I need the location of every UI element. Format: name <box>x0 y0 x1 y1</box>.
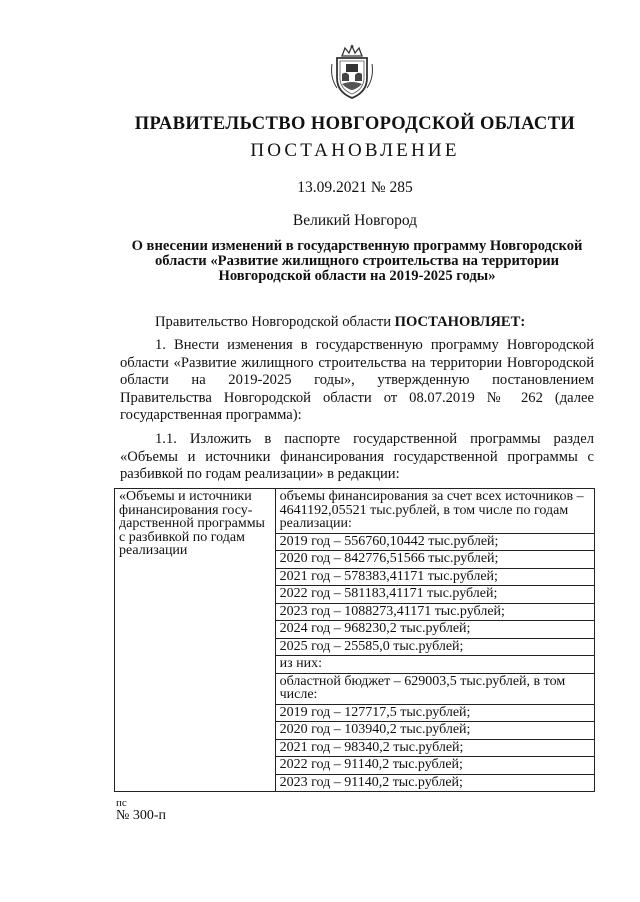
table-cell: 2019 год – 127717,5 тыс.рублей; <box>275 704 594 722</box>
intro-text: Правительство Новгородской области <box>155 314 395 330</box>
table-cell: 2021 год – 98340,2 тыс.рублей; <box>275 739 594 757</box>
paragraph-1-1: 1.1. Изложить в паспорте государственной программы раздел «Объемы и источники финансирования государственной программы с разбивкой по годам реализации» в редакции: <box>120 431 594 483</box>
document-type: ПОСТАНОВЛЕНИЕ <box>250 140 460 161</box>
table-cell: 2022 год – 91140,2 тыс.рублей; <box>275 757 594 775</box>
table-cell: 2019 год – 556760,10442 тыс.рублей; <box>275 533 594 551</box>
table-cell: 2020 год – 103940,2 тыс.рублей; <box>275 722 594 740</box>
paragraph-1: 1. Внести изменения в государственную программу Новгородской области «Развитие жилищного строительства на территории Новгородской области на 2019-2025 годы», утвержденную постановлением Правительства Новгородской области от 08.07.2019 № 262 (далее государственная программа): <box>120 337 594 424</box>
table-cell: 2020 год – 842776,51566 тыс.рублей; <box>275 551 594 569</box>
city-name: Великий Новгород <box>292 212 418 229</box>
table-cell: 2021 год – 578383,41171 тыс.рублей; <box>275 568 594 586</box>
intro-resolves: ПОСТАНОВЛЯЕТ: <box>394 314 526 330</box>
document-heading: О внесении изменений в государственную программу Новгородской области «Развитие жилищного строительства на территории Новгородской области на 2019-2025 годы» <box>131 238 583 284</box>
government-title: ПРАВИТЕЛЬСТВО НОВГОРОДСКОЙ ОБЛАСТИ <box>134 114 576 134</box>
date-and-number: 13.09.2021 № 285 <box>297 179 413 196</box>
table-cell: 2022 год – 581183,41171 тыс.рублей; <box>275 586 594 604</box>
table-cell: 2023 год – 1088273,41171 тыс.рублей; <box>275 603 594 621</box>
table-cell: 2024 год – 968230,2 тыс.рублей; <box>275 621 594 639</box>
table-cell: объемы финансирования за счет всех источников – 4641192,05521 тыс.рублей, в том числе по годам реализации: <box>275 489 594 534</box>
intro-paragraph <box>155 314 595 332</box>
table-left-cell: «Объемы и источники финансирования госу-дарственной программы с разбивкой по годам реализации <box>115 489 276 792</box>
novgorod-emblem-icon <box>329 44 375 100</box>
table-cell: 2025 год – 25585,0 тыс.рублей; <box>275 638 594 656</box>
footer-ps: пс <box>116 797 127 809</box>
table-cell: областной бюджет – 629003,5 тыс.рублей, в том числе: <box>275 673 594 704</box>
table-cell: 2023 год – 91140,2 тыс.рублей; <box>275 774 594 792</box>
table-row <box>115 489 595 534</box>
financing-table <box>114 488 595 792</box>
table-cell: из них: <box>275 656 594 674</box>
footer-ref-number: № 300-п <box>116 808 167 823</box>
